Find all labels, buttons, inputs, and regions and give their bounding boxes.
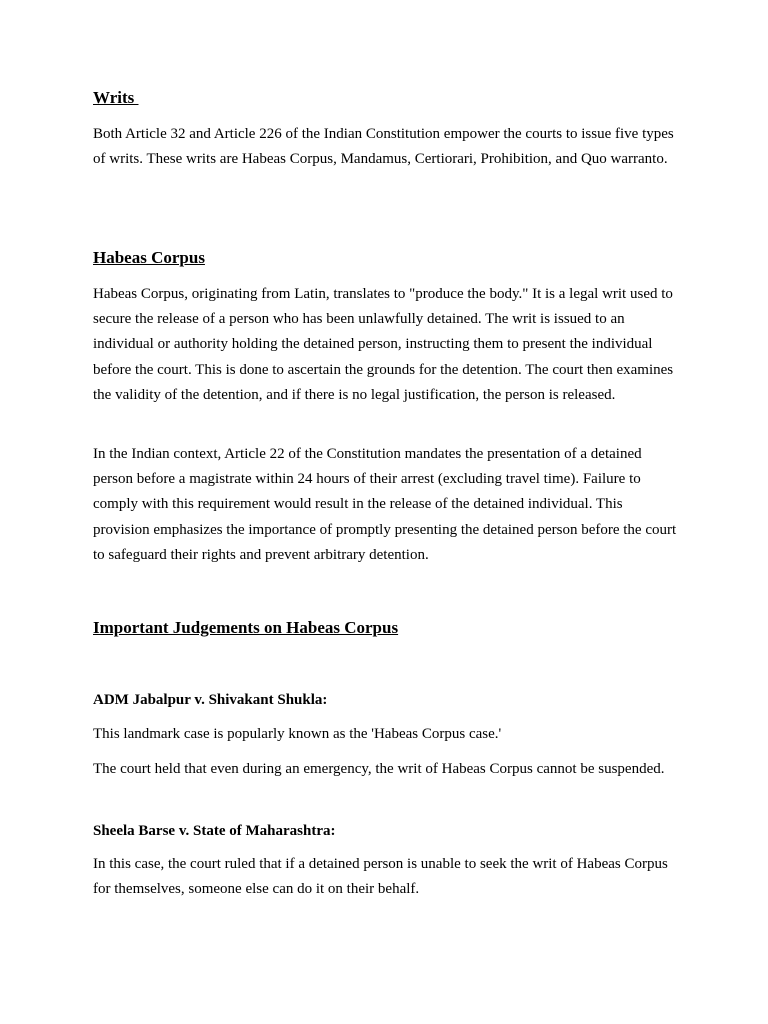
habeas-corpus-paragraph-2: In the Indian context, Article 22 of the Constitution mandates the presentation of a detained person before a magistrate within 24 hours of their arrest (excluding travel time). Failure to comply with this requirement would result in the release of the detained individual. This provision emphasizes the importance of promptly presenting the detained person before the court to safeguard their rights and prevent arbitrary detention.	[93, 446, 677, 563]
judgements-heading: Important Judgements on Habeas Corpus	[93, 618, 399, 637]
habeas-corpus-heading: Habeas Corpus	[93, 248, 205, 267]
case-title-sheela-barse: Sheela Barse v. State of Maharashtra:	[93, 823, 336, 839]
case-title-adm-jabalpur: ADM Jabalpur v. Shivakant Shukla:	[93, 692, 328, 708]
case-paragraph: In this case, the court ruled that if a detained person is unable to seek the writ of Habeas Corpus for themselves, someone else can do it on their behalf.	[93, 856, 668, 898]
writs-paragraph: Both Article 32 and Article 226 of the Indian Constitution empower the courts to issue five types of writs. These writs are Habeas Corpus, Mandamus, Certiorari, Prohibition, and Quo warranto.	[93, 126, 674, 168]
case-paragraph: This landmark case is popularly known as the 'Habeas Corpus case.'	[93, 726, 502, 742]
case-paragraph: The court held that even during an emergency, the writ of Habeas Corpus cannot be suspended.	[93, 761, 665, 777]
writs-heading: Writs	[93, 88, 139, 107]
habeas-corpus-paragraph-1: Habeas Corpus, originating from Latin, translates to "produce the body." It is a legal writ used to secure the release of a person who has been unlawfully detained. The writ is issued to an individual or authority holding the detained person, instructing them to present the individual before the court. This is done to ascertain the grounds for the detention. The court then examines the validity of the detention, and if there is no legal justification, the person is released.	[93, 286, 674, 403]
